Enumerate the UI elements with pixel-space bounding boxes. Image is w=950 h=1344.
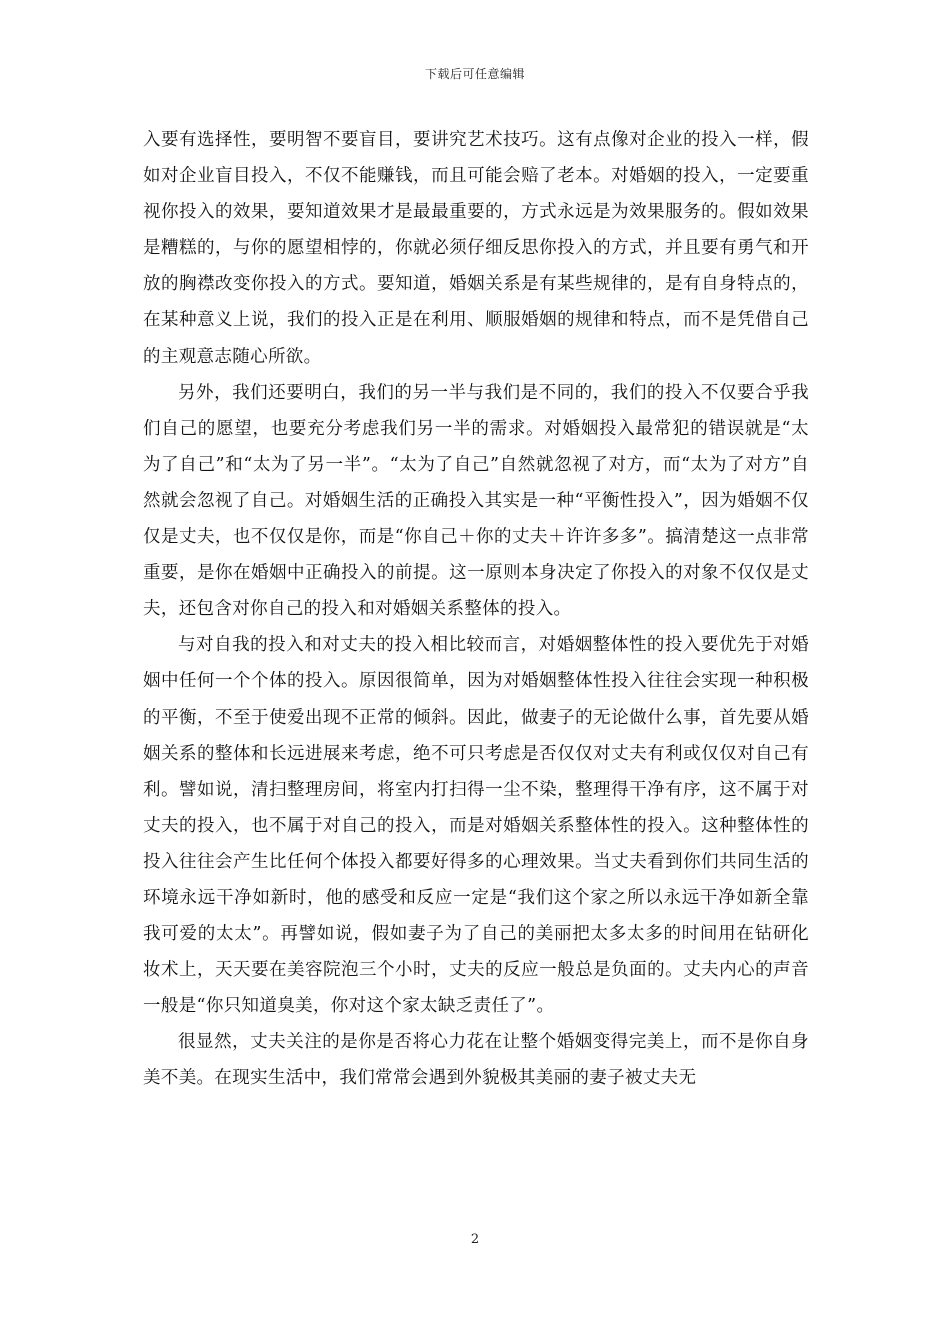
body-text <box>143 122 809 1097</box>
paragraph-1: 入要有选择性，要明智不要盲目，要讲究艺术技巧。这有点像对企业的投入一样，假如对企业盲目投入，不仅不能赚钱，而且可能会赔了老本。对婚姻的投入，一定要重视你投入的效果，要知道效果才是最最重要的，方式永远是为效果服务的。假如效果是糟糕的，与你的愿望相悖的，你就必须仔细反思你投入的方式，并且要有勇气和开放的胸襟改变你投入的方式。要知道，婚姻关系是有某些规律的，是有自身特点的，在某种意义上说，我们的投入正是在利用、顺服婚姻的规律和特点，而不是凭借自己的主观意志随心所欲。 <box>143 130 809 367</box>
paragraph-2: 另外，我们还要明白，我们的另一半与我们是不同的，我们的投入不仅要合乎我们自己的愿望，也要充分考虑我们另一半的需求。对婚姻投入最常犯的错误就是“太为了自己”和“太为了另一半”。“太为了自己”自然就忽视了对方，而“太为了对方”自然就会忽视了自己。对婚姻生活的正确投入其实是一种“平衡性投入”，因为婚姻不仅仅是丈夫，也不仅仅是你，而是“你自己＋你的丈夫＋许许多多”。搞清楚这一点非常重要，是你在婚姻中正确投入的前提。这一原则本身决定了你投入的对象不仅仅是丈夫，还包含对你自己的投入和对婚姻关系整体的投入。 <box>143 382 809 620</box>
page-header: 下载后可任意编辑 <box>424 67 525 81</box>
paragraph-4: 很显然，丈夫关注的是你是否将心力花在让整个婚姻变得完美上，而不是你自身美不美。在现实生活中，我们常常会遇到外貌极其美丽的妻子被丈夫无 <box>143 1032 809 1089</box>
page-number: 2 <box>470 1232 480 1247</box>
paragraph-3: 与对自我的投入和对丈夫的投入相比较而言，对婚姻整体性的投入要优先于对婚姻中任何一个个体的投入。原因很简单，因为对婚姻整体性投入往往会实现一种积极的平衡，不至于使爱出现不正常的倾斜。因此，做妻子的无论做什么事，首先要从婚姻关系的整体和长远进展来考虑，绝不可只考虑是否仅仅对丈夫有利或仅仅对自己有利。譬如说，清扫整理房间，将室内打扫得一尘不染，整理得干净有序，这不属于对丈夫的投入，也不属于对自己的投入，而是对婚姻关系整体性的投入。这种整体性的投入往往会产生比任何个体投入都要好得多的心理效果。当丈夫看到你们共同生活的环境永远干净如新时，他的感受和反应一定是“我们这个家之所以永远干净如新全靠我可爱的太太”。再譬如说，假如妻子为了自己的美丽把太多太多的时间用在钻研化妆术上，天天要在美容院泡三个小时，丈夫的反应一般总是负面的。丈夫内心的声音一般是“你只知道臭美，你对这个家太缺乏责任了”。 <box>143 635 809 1017</box>
